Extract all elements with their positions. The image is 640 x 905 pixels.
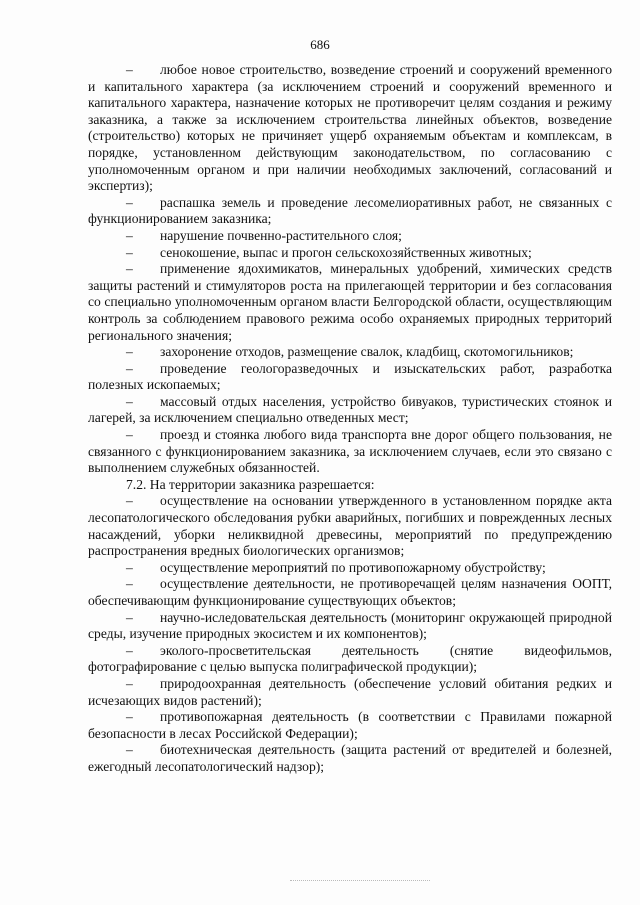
list-item <box>88 195 612 228</box>
list-item <box>88 742 612 775</box>
paragraph-text: 7.2. На территории заказника разрешается: <box>126 476 375 492</box>
paragraph-text: осуществление на основании утвержденного в установленном порядке акта лесопатологического обследования рубки аварийных, погибших и поврежденных лесных насаждений, уборки неликвидной древесины, мероприятий по предупреждению распространения вредных биологических организмов; <box>88 493 612 559</box>
list-dash: – <box>126 344 133 360</box>
list-dash: – <box>126 742 133 758</box>
paragraph-text: захоронение отходов, размещение свалок, кладбищ, скотомогильников; <box>160 344 574 360</box>
list-dash: – <box>126 62 133 77</box>
paragraph-text: противопожарная деятельность (в соответствии с Правилами пожарной безопасности в лесах Российской Федерации); <box>88 709 612 741</box>
list-dash: – <box>126 559 133 575</box>
paragraph-text: эколого-просветительская деятельность (снятие видеофильмов, фотографирование с целью выпуска полиграфической продукции); <box>88 642 612 675</box>
list-item <box>88 709 612 742</box>
paragraph-text: природоохранная деятельность (обеспечение условий обитания редких и исчезающих видов растений); <box>88 675 612 708</box>
list-item <box>88 245 612 262</box>
list-item <box>88 576 612 609</box>
document-body <box>88 62 612 776</box>
paragraph-text: сенокошение, выпас и прогон сельскохозяйственных животных; <box>160 244 532 260</box>
list-dash: – <box>126 393 133 409</box>
list-dash: – <box>126 609 133 625</box>
paragraph-text: биотехническая деятельность (защита растений от вредителей и болезней, ежегодный лесопатологический надзор); <box>88 742 612 774</box>
paragraph-text: осуществление мероприятий по противопожарному обустройству; <box>160 559 546 575</box>
paragraph-text: проезд и стоянка любого вида транспорта вне дорог общего пользования, не связанного с функционированием заказника, за исключением случаев, если это связано с выполнением служебных обязанностей. <box>88 427 612 476</box>
list-dash: – <box>126 244 133 260</box>
paragraph-text: осуществление деятельности, не противоречащей целям назначения ООПТ, обеспечивающим функционирование существующих объектов; <box>88 576 612 608</box>
list-item <box>88 344 612 361</box>
paragraph-text: применение ядохимикатов, минеральных удобрений, химических средств защиты растений и стимуляторов роста на прилегающей территории и без согласования со специально уполномоченным органом власти Белгородской области, осуществляющим контроль за соблюдением правового режима особо охраняемых природных территорий регионального значения; <box>88 261 612 343</box>
list-dash: – <box>126 194 133 210</box>
scan-artifact <box>290 880 430 887</box>
section-heading <box>88 477 612 494</box>
list-item <box>88 427 612 477</box>
list-item <box>88 643 612 676</box>
list-item <box>88 676 612 709</box>
paragraph-text: нарушение почвенно-растительного слоя; <box>160 227 402 243</box>
list-dash: – <box>126 227 133 243</box>
list-dash: – <box>126 493 133 509</box>
page-number: 686 <box>310 37 330 52</box>
paragraph-text: любое новое строительство, возведение строений и сооружений временного и капитального характера (за исключением строений и сооружений временного и капитального характера, назначение которых не противоречит целям создания и режиму заказника, а также за исключением строительства линейных объектов, возведение (строительство) которых не причиняет ущерб охраняемым объектам и комплексам, в порядке, установленном действующим законодательством, по согласованию с уполномоченным органом и при наличии необходимых заключений, согласований и экспертиз); <box>88 62 612 194</box>
list-item <box>88 493 612 559</box>
paragraph-text: проведение геологоразведочных и изыскательских работ, разработка полезных ископаемых; <box>88 360 612 393</box>
list-dash: – <box>126 427 133 443</box>
list-item <box>88 361 612 394</box>
list-item <box>88 62 612 195</box>
list-dash: – <box>126 642 133 658</box>
paragraph-text: массовый отдых населения, устройство бивуаков, туристических стоянок и лагерей, за исключением специально отведенных мест; <box>88 393 612 426</box>
paragraph-text: распашка земель и проведение лесомелиоративных работ, не связанных с функционированием заказника; <box>88 194 612 227</box>
list-dash: – <box>126 576 133 592</box>
list-item <box>88 261 612 344</box>
list-dash: – <box>126 261 133 277</box>
list-item <box>88 394 612 427</box>
list-item <box>88 228 612 245</box>
list-dash: – <box>126 709 133 725</box>
paragraph-text: научно-иследовательская деятельность (мониторинг окружающей природной среды, изучение природных экосистем и их компонентов); <box>88 609 612 642</box>
list-item <box>88 610 612 643</box>
list-item <box>88 560 612 577</box>
list-dash: – <box>126 675 133 691</box>
list-dash: – <box>126 360 133 376</box>
